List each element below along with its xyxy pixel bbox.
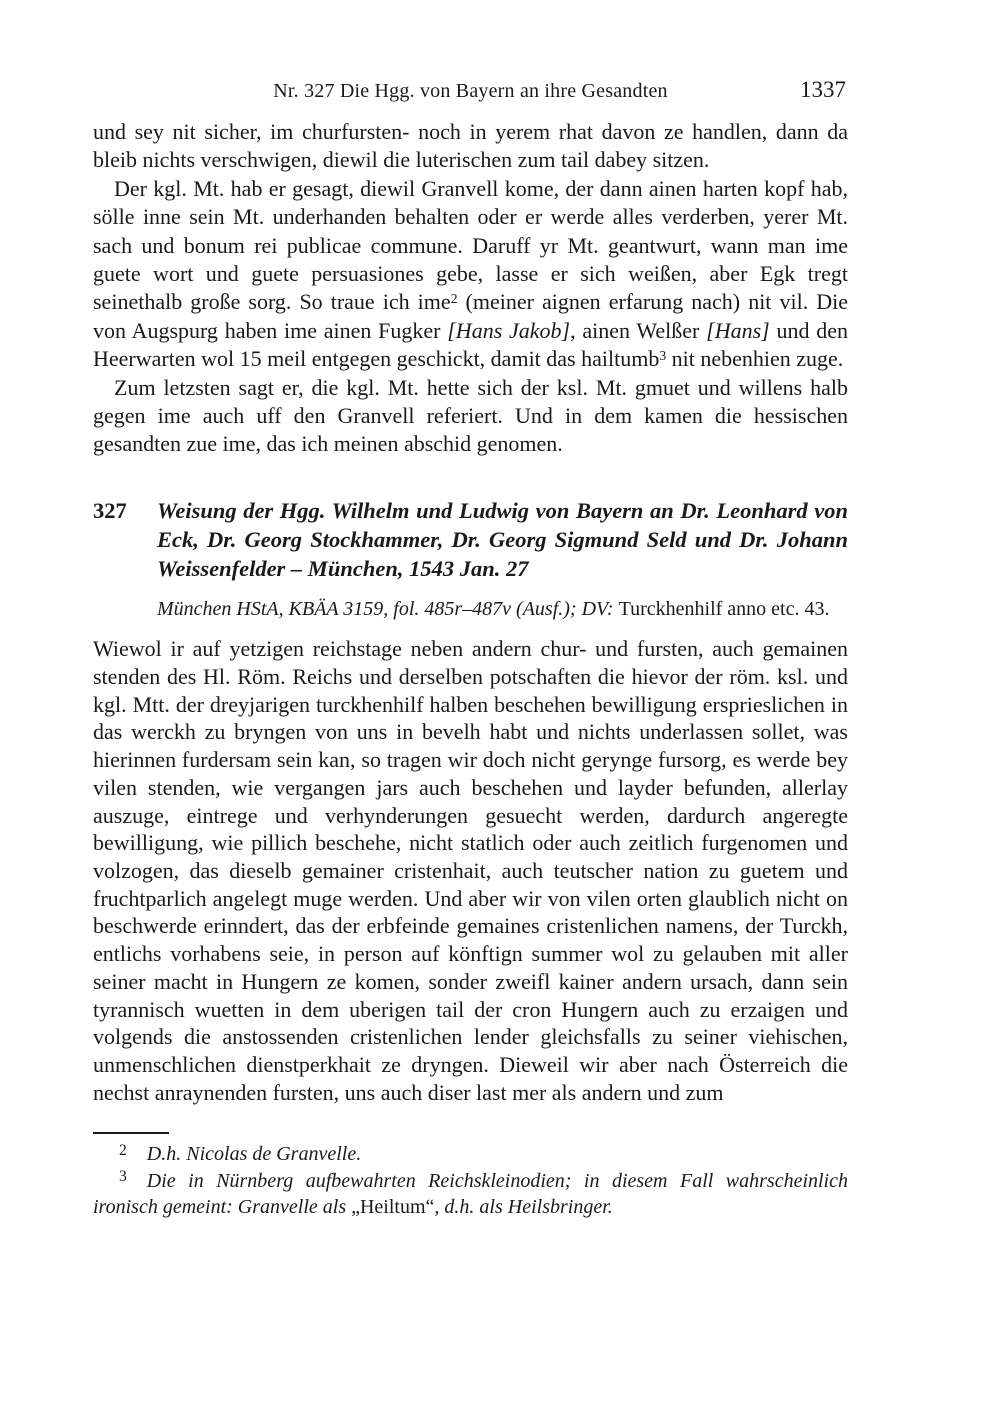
- source-note: [157, 596, 848, 623]
- editorial-name-welser: [Hans]: [706, 317, 770, 343]
- running-header: [93, 77, 848, 106]
- entry-body-paragraph: Wiewol ir auf yetzigen reichstage neben andern chur- und fursten, auch gemainen stenden des Hl. Röm. Reichs und derselben potschaften die hievor der röm. ksl. und kgl. Mtt. der dreyjarigen turckhenhilf halben beschehen bewilligung ersprieslichen in das werckh zu bryngen von uns in bevelh habt und nichts underlassen sollet, was hierinnen furdersam sein kan, so tragen wir doch nicht gerynge fursorg, es werde bey vilen stenden, wie vergangen jars auch beschehen und layder befunden, allerlay auszuge, eintrege und verhynderungen gesuecht werden, dardurch angeregte bewilligung, wie pillich beschehe, nicht statlich oder auch zeitlich furgenomen und volzogen, das dieselb gemainer cristenhait, auch teutscher nation zu guetem und fruchtparlich angelegt muge werden. Und aber wir von vilen orten glaublich nicht on beschwerde erinndert, das der erbfeinde gemaines cristenlichen namens, der Turckh, entlichs vorhabens seie, in person auf könftign summer wol zu gelauben mit aller seiner macht in Hungern ze komen, sonder zweifl kainer andern ursach, dann sein tyrannisch wuetten in dem uberigen tail der cron Hungern auch zu erzaigen und volgends die anstossenden cristenlichen lender gleichsfalls zu seiner viehischen, unmenschlichen dienstperkhait ze dryngen. Dieweil wir aber nach Österreich die nechst anraynenden fursten, uns auch diser last mer als andern und zum: [93, 636, 848, 1105]
- footnote-2: [93, 1141, 848, 1168]
- source-note-dorsal: Turckhenhilf anno etc. 43.: [618, 597, 830, 620]
- paragraph-text: nit nebenhien zuge.: [666, 346, 844, 372]
- footnote-3-marker: 3: [119, 1168, 127, 1186]
- entry-title: Weisung der Hgg. Wilhelm und Ludwig von Bayern an Dr. Leonhard von Eck, Dr. Georg Stockhammer, Dr. Georg Sigmund Seld und Dr. Johann Weissenfelder – München, 1543 Jan. 27: [157, 497, 848, 581]
- text-block: [93, 77, 849, 1221]
- entry-body: [93, 635, 848, 1106]
- paragraph-text: und den Heerwarten wol 15 meil entgegen geschickt, damit das hailtumb: [93, 317, 849, 372]
- footnote-3-text-italic-1: Die in Nürnberg aufbewahrten Reichskleinodien; in diesem Fall wahrscheinlich ironisch gemeint: Granvelle als: [93, 1169, 848, 1219]
- continuation-paragraph: und sey nit sicher, im churfursten- noch in yerem rhat davon ze handlen, dann da bleib nichts verschwigen, diewil die luterischen zum tail dabey sitzen.: [93, 119, 848, 173]
- footnote-ref-3: 3: [659, 348, 667, 364]
- editorial-name-fugger: [Hans Jakob]: [447, 317, 571, 343]
- entry-number: 327: [93, 497, 127, 523]
- paragraph-text: (meiner aignen erfarung nach) nit vil. Die von Augspurg haben ime ainen Fugker: [93, 289, 849, 343]
- footnote-2-marker: 2: [119, 1141, 127, 1159]
- footnotes-section: [93, 1132, 848, 1221]
- footnote-3-text-roman: „Heiltum“: [351, 1196, 435, 1219]
- footnote-ref-2: 2: [450, 291, 458, 307]
- paragraph-abschied: Zum letzsten sagt er, die kgl. Mt. hette sich der ksl. Mt. gmuet und willens halb gegen ime auch uff den Granvell referiert. Und in dem kamen die hessischen gesandten zue ime, das ich meinen abschid genomen.: [93, 374, 848, 457]
- page-number: 1337: [800, 77, 846, 102]
- paragraph-text: , ainen Welßer: [570, 317, 707, 343]
- footnote-3-text-italic-2: , d.h. als Heilsbringer.: [434, 1196, 613, 1219]
- footnote-3: [93, 1168, 848, 1221]
- entry-heading: [93, 496, 848, 583]
- paragraph-granvell: [93, 175, 848, 374]
- report-text: [93, 118, 848, 459]
- source-note-archive: München HStA, KBÄA 3159, fol. 485r–487v (Ausf.); DV:: [157, 597, 619, 620]
- footnote-rule: [93, 1132, 169, 1134]
- footnote-2-text: D.h. Nicolas de Granvelle.: [146, 1143, 362, 1166]
- running-header-title: Nr. 327 Die Hgg. von Bayern an ihre Gesandten: [273, 80, 668, 102]
- paragraph-text: Der kgl. Mt. hab er gesagt, diewil Granvell kome, der dann ainen harten kopf hab, sölle inne sein Mt. underhanden behalten oder er werde alles verderben, yerer Mt. sach und bonum rei publicae commune. Daruff yr Mt. geantwurt, wann man ime guete wort und guete persuasiones gebe, lasse er sich weißen, aber Egk tregt seinethalb große sorg. So traue ich ime: [93, 175, 848, 315]
